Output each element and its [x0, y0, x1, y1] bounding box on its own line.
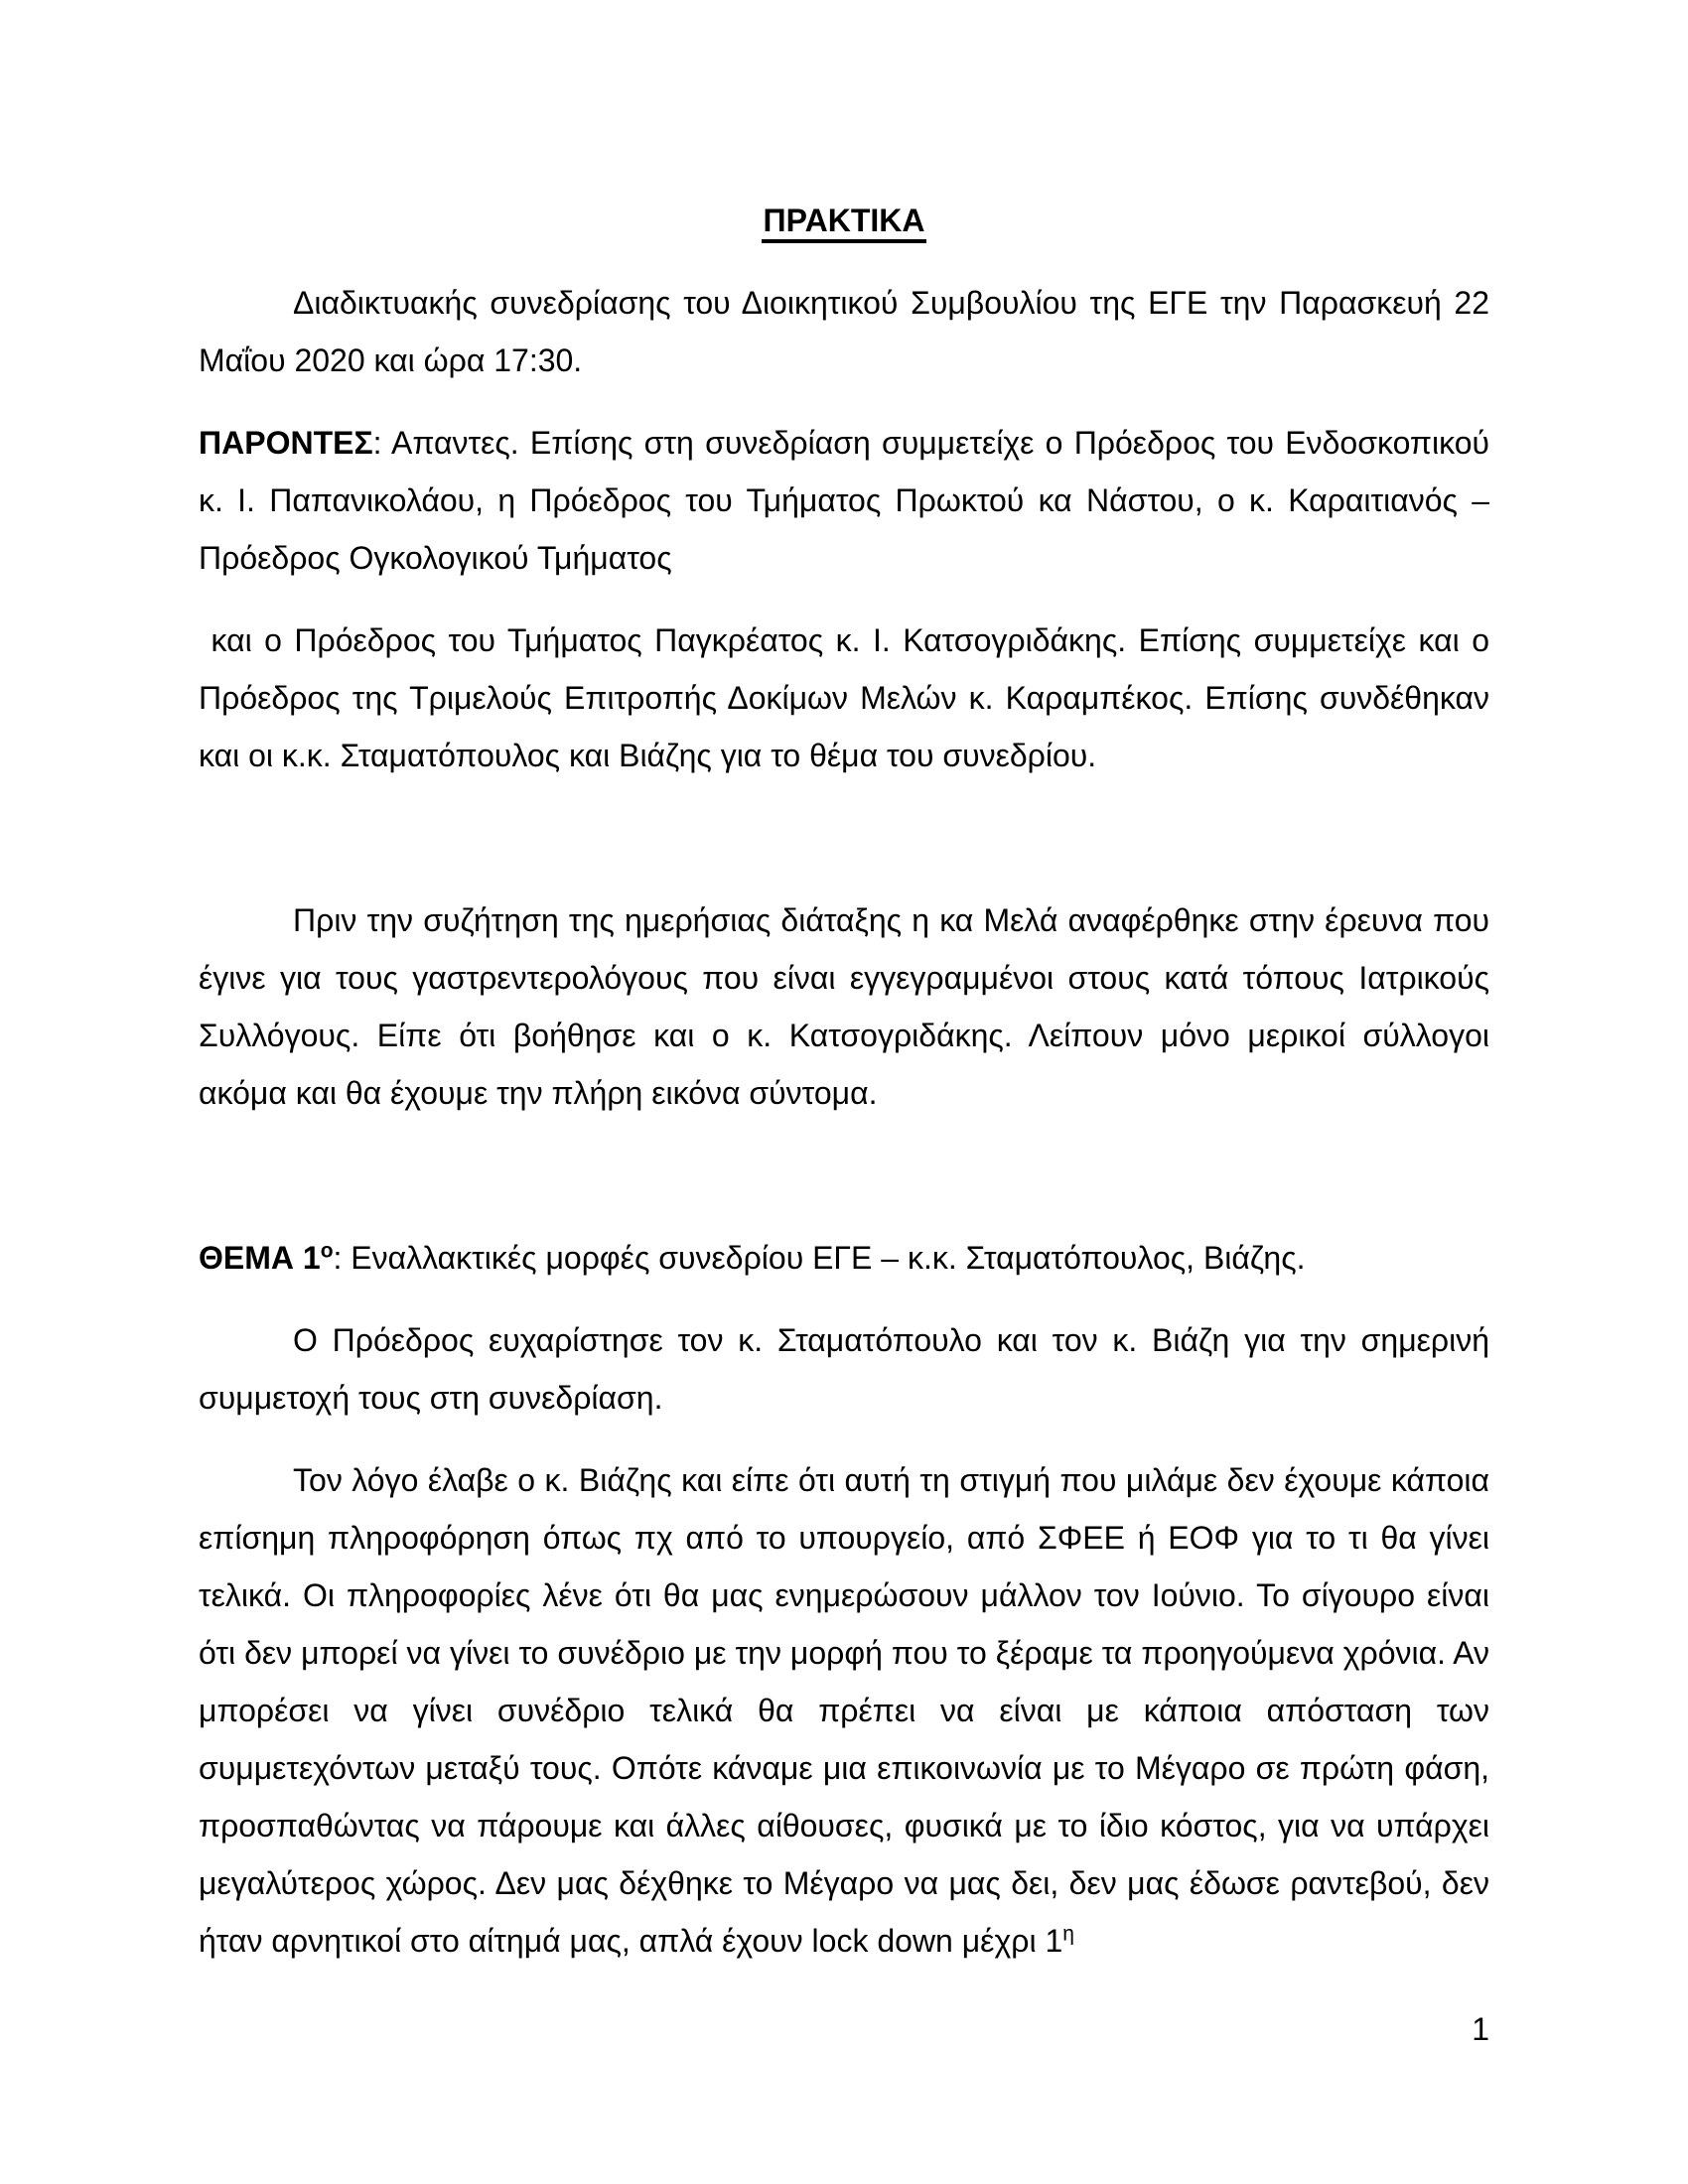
text-segment: ΠΑΡΟΝΤΕΣ — [199, 425, 373, 461]
text-segment: η — [1062, 1922, 1074, 1946]
document-body — [199, 274, 1498, 1970]
text-segment: : Εναλλακτικές μορφές συνεδρίου ΕΓΕ – κ.κ. Σταματόπουλος, Βιάζης. — [333, 1240, 1306, 1276]
p-president-thanks — [199, 1311, 1498, 1427]
p-attendees-continued — [199, 612, 1498, 784]
text-segment: Τον λόγο έλαβε ο κ. Βιάζης και είπε ότι αυτή τη στιγμή που μιλάμε δεν έχουμε κάποια επίσημη πληροφόρηση όπως πχ από το υπουργείο, από ΣΦΕΕ ή ΕΟΦ για το τι θα γίνει τελικά. Οι πληροφορίες λένε ότι θα μας ενημερώσουν μάλλον τον Ιούνιο. Το σίγουρο είναι ότι δεν μπορεί να γίνει το συνέδριο με την μορφή που το ξέραμε τα προηγούμενα χρόνια. Αν μπορέσει να γίνει συνέδριο τελικά θα πρέπει να είναι με κάποια απόσταση των συμμετεχόντων μεταξύ τους. Οπότε κάναμε μια επικοινωνία με το Μέγαρο σε πρώτη φάση, προσπαθώντας να πάρουμε και άλλες αίθουσες, φυσικά με το ίδιο κόστος, για να υπάρχει μεγαλύτερος χώρος. Δεν μας δέχθηκε το Μέγαρο να μας δει, δεν μας έδωσε ραντεβού, δεν ήταν αρνητικοί στο αίτημά μας, απλά έχουν lock down μέχρι 1 — [199, 1462, 1498, 1959]
text-segment: και ο Πρόεδρος του Τμήματος Παγκρέατος κ. Ι. Κατσογριδάκης. Επίσης συμμετείχε και ο Πρόεδρος της Τριμελούς Επιτροπής Δοκίμων Μελών κ. Καραμπέκος. Επίσης συνδέθηκαν και οι κ.κ. Σταματόπουλος και Βιάζης για το θέμα του συνεδρίου. — [199, 622, 1498, 773]
p-meeting-info — [199, 274, 1498, 389]
document-title — [199, 192, 1489, 249]
document-content — [199, 192, 1498, 1994]
text-segment: ο — [320, 1239, 334, 1263]
document-title-text: ΠΡΑΚΤΙΚΑ — [762, 203, 927, 243]
p-pre-agenda-survey — [199, 891, 1498, 1122]
text-segment: ΘΕΜΑ 1 — [199, 1240, 321, 1276]
p-attendees — [199, 414, 1498, 587]
text-segment: : Απαντες. Επίσης στη συνεδρίαση συμμετείχε ο Πρόεδρος του Ενδοσκοπικού κ. Ι. Παπανικολάου, η Πρόεδρος του Τμήματος Πρωκτού κα Νάστου, ο κ. Καραιτιανός – Πρόεδρος Ογκολογικού Τμήματος — [199, 425, 1498, 576]
text-segment: Ο Πρόεδρος ευχαρίστησε τον κ. Σταματόπουλο και τον κ. Βιάζη για την σημερινή συμμετοχή τους στη συνεδρίαση. — [199, 1322, 1498, 1416]
p-blank-2 — [199, 1147, 1489, 1204]
text-segment: Πριν την συζήτηση της ημερήσιας διάταξης η κα Μελά αναφέρθηκε στην έρευνα που έγινε για τους γαστρεντερολόγους που είναι εγγεγραμμένοι στους κατά τόπους Ιατρικούς Συλλόγους. Είπε ότι βοήθησε και ο κ. Κατσογριδάκης. Λείπουν μόνο μερικοί σύλλογοι ακόμα και θα έχουμε την πλήρη εικόνα σύντομα. — [199, 902, 1498, 1111]
page-number: 1 — [1472, 2011, 1489, 2047]
text-segment: Διαδικτυακής συνεδρίασης του Διοικητικού Συμβουλίου της ΕΓΕ την Παρασκευή 22 Μαΐου 2020 και ώρα 17:30. — [199, 285, 1498, 378]
p-topic-1-heading — [199, 1229, 1489, 1287]
p-viazis-statement — [199, 1451, 1498, 1970]
p-blank-1 — [199, 809, 1489, 867]
